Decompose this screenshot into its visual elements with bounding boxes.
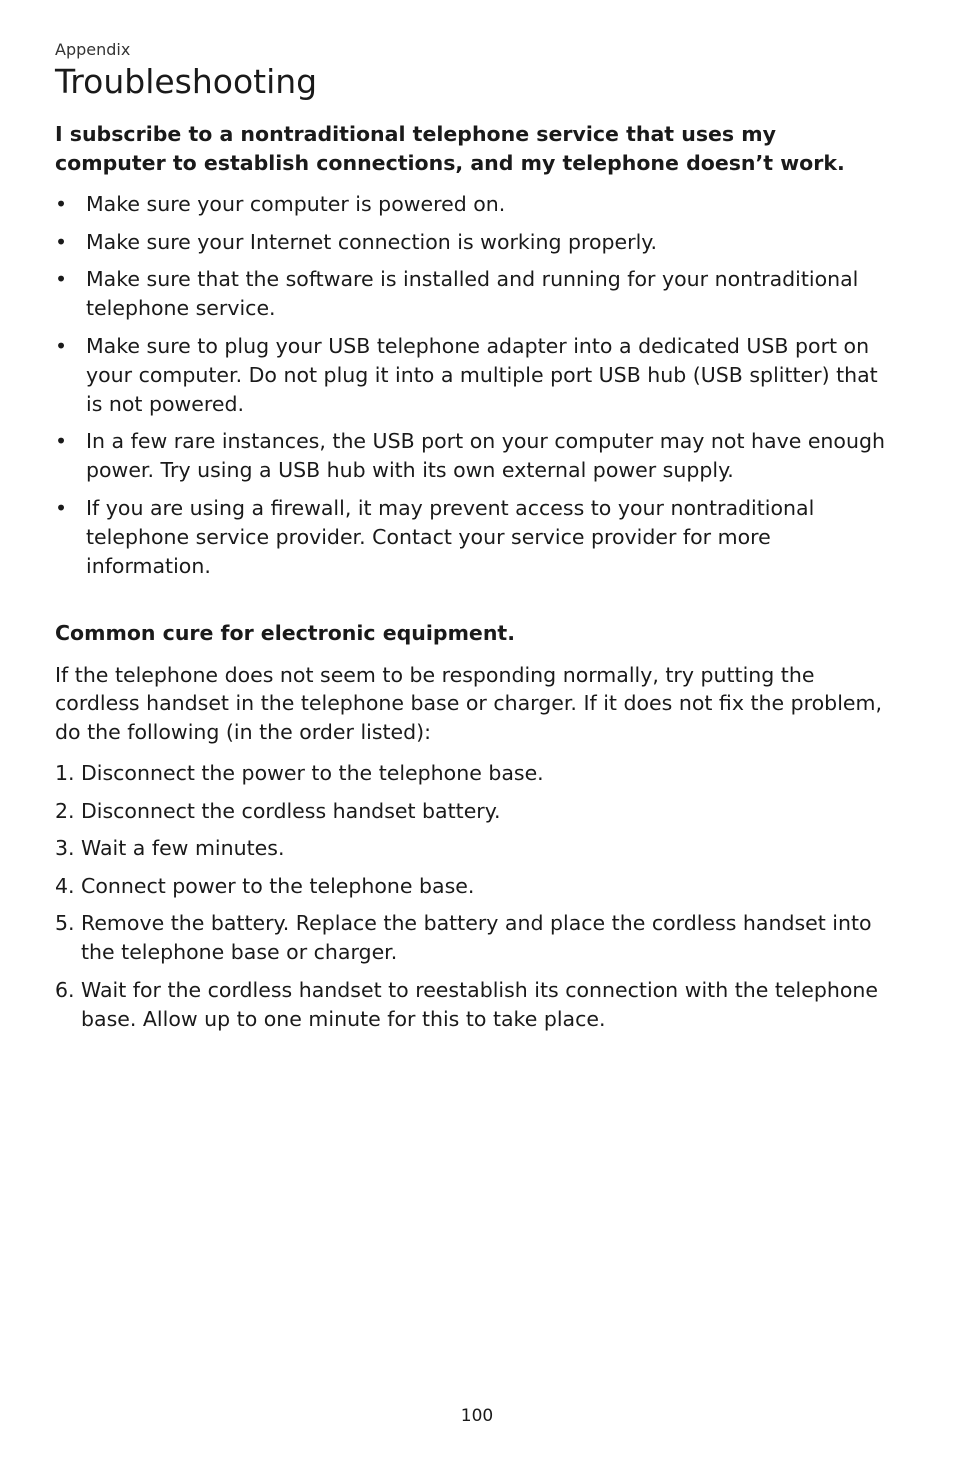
- list-item: [55, 228, 885, 257]
- cure-heading: Common cure for electronic equipment.: [55, 620, 516, 645]
- list-item-text: In a few rare instances, the USB port on your computer may not have enough power. Try using a USB hub with its own external power supply.: [86, 429, 885, 482]
- bullet-icon: •: [55, 267, 68, 291]
- list-item: [55, 332, 885, 419]
- step-item: [55, 872, 885, 901]
- problem-question: I subscribe to a nontraditional telephone service that uses my computer to establish connections, and my telephone doesn’t work.: [55, 122, 845, 175]
- page-title: Troubleshooting: [55, 62, 318, 101]
- step-text: Wait for the cordless handset to reestablish its connection with the telephone base. Allow up to one minute for this to take place.: [81, 977, 878, 1031]
- page-content: [55, 40, 885, 1042]
- list-item-text: If you are using a firewall, it may prevent access to your nontraditional telephone service provider. Contact your service provider for more information.: [86, 495, 815, 578]
- step-number: 3.: [55, 836, 75, 860]
- step-item: [55, 909, 885, 967]
- page-number: 100: [460, 1406, 494, 1426]
- list-item: [55, 265, 885, 323]
- step-text: Remove the battery. Replace the battery and place the cordless handset into the telephone base or charger.: [81, 911, 872, 964]
- step-text: Connect power to the telephone base.: [81, 873, 475, 898]
- step-item: [55, 797, 885, 826]
- step-text: Wait a few minutes.: [81, 836, 285, 860]
- list-item-text: Make sure your Internet connection is working properly.: [86, 229, 658, 254]
- list-item: [55, 190, 885, 219]
- bullet-icon: •: [55, 229, 68, 254]
- section-label: Appendix: [55, 40, 131, 59]
- list-item: [55, 494, 885, 581]
- bullet-icon: •: [55, 429, 68, 453]
- bullet-icon: •: [55, 192, 68, 216]
- step-item: [55, 976, 885, 1034]
- step-text: Disconnect the power to the telephone base.: [81, 761, 544, 785]
- step-number: 6.: [55, 977, 75, 1002]
- bullet-icon: •: [55, 495, 68, 520]
- step-text: Disconnect the cordless handset battery.: [81, 798, 501, 823]
- cure-step-list: [55, 759, 885, 1034]
- step-number: 5.: [55, 911, 75, 935]
- cure-intro: If the telephone does not seem to be responding normally, try putting the cordless handset in the telephone base or charger. If it does not fix the problem, do the following (in the order listed):: [55, 662, 882, 744]
- list-item-text: Make sure that the software is installed and running for your nontraditional telephone service.: [86, 267, 859, 320]
- list-item-text: Make sure to plug your USB telephone adapter into a dedicated USB port on your computer. Do not plug it into a multiple port USB hub (USB splitter) that is not powered.: [86, 333, 878, 416]
- bullet-icon: •: [55, 333, 68, 358]
- problem-bullet-list: [55, 190, 885, 581]
- step-number: 2.: [55, 798, 75, 823]
- step-item: [55, 834, 885, 863]
- step-item: [55, 759, 885, 788]
- step-number: 4.: [55, 873, 75, 898]
- list-item-text: Make sure your computer is powered on.: [86, 192, 506, 216]
- list-item: [55, 427, 885, 485]
- step-number: 1.: [55, 761, 75, 785]
